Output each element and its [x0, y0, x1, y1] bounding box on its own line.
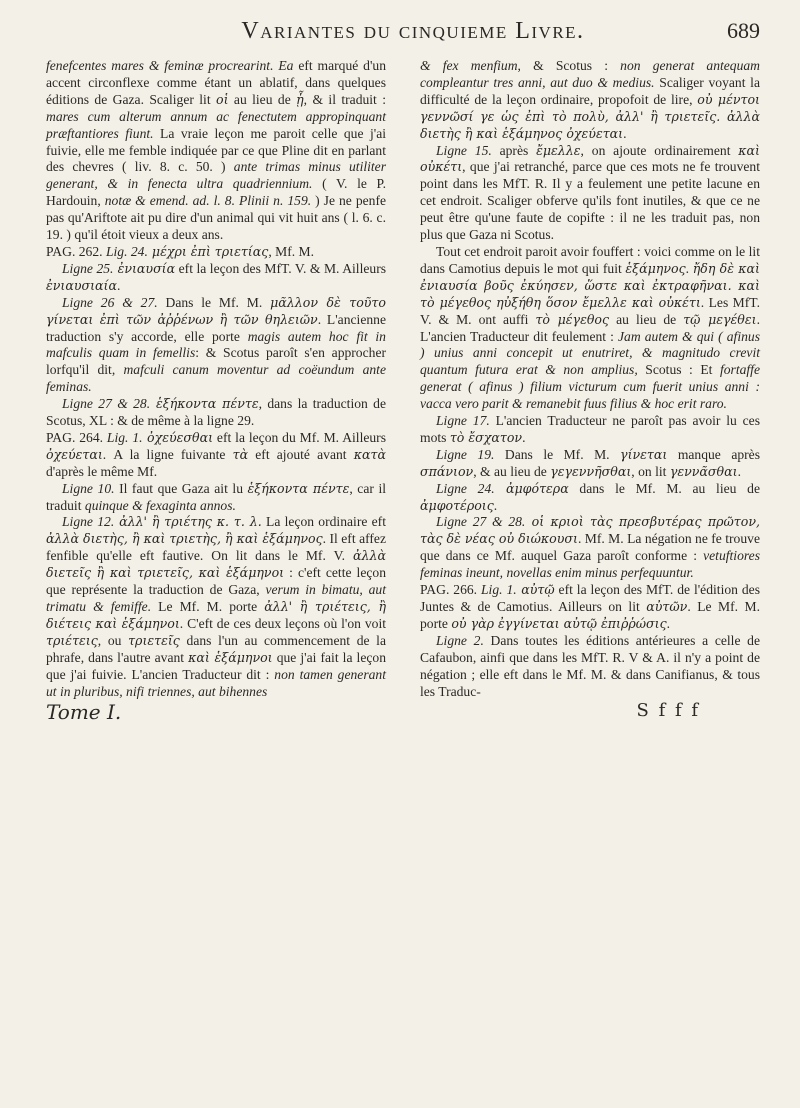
note-text: . Les MfT. V. & M. ont auffi	[420, 294, 760, 327]
note-text: La vraie leçon me paroit celle que j'ai fuivie, elle me femble indiquée par ce que Pline dit en parlant des chevres ( liv. 8. c. 50. )	[46, 125, 387, 175]
note-text: . C'eft de ces deux leçons où l'on voit	[179, 615, 386, 631]
italic-text: Ligne 19.	[436, 446, 495, 462]
italic-text: notæ & emend. ad. l. 8. Plinii n. 159.	[104, 193, 312, 209]
note-text: , on ajoute ordinairement	[580, 142, 739, 158]
note-text: après	[491, 142, 537, 158]
right-column	[420, 58, 760, 700]
note-text: que j'ai fait la leçon que j'ai fuivie. L'ancien Traducteur dit :	[46, 649, 386, 682]
italic-text: Ligne 15.	[436, 142, 492, 158]
page-number: 689	[727, 18, 760, 43]
italic-text: Ligne 26 & 27.	[62, 294, 158, 310]
greek-text: οὐ γὰρ ἐγγίνεται αὐτῷ ἐπιῤῥώσις	[451, 615, 667, 631]
note-text: , & il traduit :	[303, 91, 386, 107]
greek-text: τὸ μέγεθος	[535, 311, 610, 327]
note-text: . A la ligne fuivante	[102, 446, 233, 462]
greek-text: τὰ	[232, 446, 249, 462]
greek-text: μέχρι ἐπὶ τριετίας	[147, 243, 269, 259]
italic-text: magis autem hoc fit in mafculis quam in femellis	[46, 328, 386, 361]
greek-text: μᾶλλον δὲ τοῦτο γίνεται ἐπὶ τῶν ἀῤῥένων ἢ τῶν θηλειῶν	[46, 294, 386, 327]
note-text: , on lit	[631, 463, 670, 479]
italic-text: Lig. 1.	[481, 582, 517, 598]
greek-text: τὸ ἔσχατον	[449, 429, 523, 445]
note-text: eft la leçon des MfT. V. & M. Ailleurs	[175, 260, 387, 276]
italic-text: Lig. 24.	[105, 243, 148, 259]
note-text: : c'eft cette leçon que représente la traduction de Gaza,	[46, 565, 386, 598]
note-text: Dans le Mf. M.	[494, 446, 621, 462]
note-text: L'ancien Traducteur ne paroît pas avoir lu ces mots	[420, 413, 760, 445]
greek-text: αὐτῷ	[516, 582, 555, 598]
note-text: Scotus : Et	[637, 362, 720, 378]
note-paragraph	[46, 261, 386, 295]
italic-text: Ea	[278, 58, 294, 73]
note-text: . Mf. M. La négation ne fe trouve que dans ce Mf. auquel Gaza paroît conforme :	[420, 531, 760, 564]
greek-text: τῷ μεγέθει	[683, 311, 757, 327]
note-paragraph	[46, 514, 386, 700]
note-text: . L'ancienne traduction s'y accorde, elle porte	[46, 311, 386, 344]
note-text: , Mf. M.	[268, 243, 315, 259]
two-column-body	[46, 58, 760, 700]
note-text: Dans toutes les éditions antérieures a celle de Cafaubon, ainfi que dans les MfT. R. V & A. il n'y a point de négation ; elle eft dans le Mf. M. & dans Canifianus, & tous les Traduc-	[420, 632, 760, 699]
greek-text: κατὰ	[353, 446, 386, 462]
note-text: au lieu de	[228, 91, 297, 107]
note-text: . Il eft affez fenfible qu'elle eft fautive. On lit dans le Mf. V.	[46, 531, 386, 564]
note-text: .	[117, 277, 121, 293]
greek-text: σπάνιον	[420, 463, 474, 479]
volume-label: Tome I.	[46, 700, 122, 725]
italic-text: mafculi canum moventur ad coëundum ante feminas.	[46, 362, 386, 395]
italic-text: Ligne 25.	[62, 260, 114, 276]
italic-text: Ligne 2.	[436, 632, 484, 648]
note-text: .	[685, 260, 693, 276]
greek-text: ὀχεύεται	[46, 446, 103, 462]
greek-text: οἱ	[216, 91, 229, 107]
note-text: PAG. 262.	[46, 243, 106, 259]
note-text: eft ajouté avant	[248, 446, 354, 462]
italic-text: & fex menfium	[420, 58, 518, 73]
note-paragraph	[420, 447, 760, 481]
note-text: Tout cet endroit paroit avoir fouffert : voici comme on le lit dans Camotius depuis le mot qui fuit	[420, 243, 760, 276]
note-paragraph	[420, 58, 760, 143]
note-text: , & Scotus :	[517, 58, 621, 73]
note-text: au lieu de	[609, 311, 684, 327]
greek-text: ἑξήκοντα πέντε	[247, 480, 350, 496]
note-text: PAG. 266.	[420, 582, 481, 598]
note-text: Le Mf. M. porte	[151, 599, 265, 614]
note-text: Dans le Mf. M.	[157, 294, 271, 310]
note-text: .	[623, 125, 627, 141]
note-text: Il faut que Gaza ait lu	[114, 480, 248, 496]
note-paragraph	[420, 413, 760, 447]
note-paragraph	[420, 481, 760, 515]
greek-text: ἀλλὰ διετὴς, ἢ καὶ τριετὴς, ἢ καὶ ἑξάμηνος	[46, 531, 323, 547]
italic-text: quinque & fexaginta annos.	[84, 497, 236, 513]
italic-text: ante trimas minus utiliter generant, & in fenecta ultra quadriennium.	[46, 159, 386, 192]
italic-text: Ligne 17.	[436, 413, 490, 429]
note-paragraph	[420, 582, 760, 633]
note-text: , que j'ai retranché, parce que ces mots ne fe trouvent point dans les MfT. R. Il y a feulement une petite lacune en cet endroit. Scaliger obferve qu'ils font inutiles, & que ce ne peut être qu'une faute de copifte : il ne les traduit pas, non plus que Gaza ni Scotus.	[420, 159, 760, 243]
note-paragraph	[46, 430, 386, 481]
greek-text: ἤδη δὲ καὶ ἐνιαυσία βοῦς ἐκύησεν, ὥστε καὶ ἐκτραφῆναι. καὶ τὸ μέγεθος ηὐξήθη ὅσον ἔμελλε καὶ οὐκέτι	[420, 260, 760, 310]
greek-text: ὀχεύεσθαι	[142, 429, 214, 445]
greek-text: τριετεῖς	[128, 632, 180, 648]
running-title: Variantes du cinquieme Livre.	[241, 18, 585, 44]
note-text: La leçon ordinaire eft	[261, 514, 386, 530]
italic-text: Jam autem & qui ( afinus ) unius anni concepit ut enutriret, & magnitudo crevit quantum futura erat & non amplius,	[420, 328, 760, 378]
note-text: eft la leçon des MfT. de l'édition des Juntes & de Camotius. Ailleurs on lit	[420, 582, 760, 614]
note-text: , dans la traduction de Scotus, XL : & de même à la ligne 29.	[46, 396, 386, 429]
note-text: , & au lieu de	[473, 463, 551, 479]
note-text: eft la leçon du Mf. M. Ailleurs	[213, 429, 386, 445]
greek-text: ἐνιαυσιαία	[46, 277, 117, 293]
note-text: eft marqué d'un accent circonflexe comme étant un ablatif, dans quelques éditions de Gaza. Scaliger lit	[46, 58, 387, 107]
greek-text: ἀμφοτέροις	[420, 497, 494, 513]
note-paragraph	[46, 295, 386, 396]
greek-text: αὐτῶν	[646, 599, 688, 614]
note-text: .	[666, 615, 671, 631]
note-text: dans le Mf. M. au lieu de	[568, 480, 760, 496]
note-text: d'après le même Mf.	[46, 463, 158, 479]
italic-text: Lig. 1.	[106, 429, 143, 445]
note-text: dans l'un au commencement de la phrafe, dans l'autre avant	[46, 632, 386, 665]
italic-text: Ligne 10.	[62, 480, 115, 496]
note-text: , car il traduit	[46, 480, 386, 513]
greek-text: ἑξάμηνος	[625, 260, 686, 276]
note-paragraph	[46, 244, 386, 261]
note-paragraph	[46, 58, 386, 244]
note-text: .	[522, 429, 526, 445]
note-text: .	[737, 463, 741, 479]
italic-text: fenefcentes mares & feminæ procrearint.	[46, 58, 274, 73]
greek-text: ἀλλ' ἢ τριέτεις, ἢ διέτεις καὶ ἑξάμηνοι	[46, 599, 387, 631]
italic-text: verum in bimatu, aut trimatu & femiffe.	[46, 582, 386, 614]
note-paragraph	[420, 514, 760, 582]
note-paragraph	[420, 633, 760, 701]
note-text: Scaliger voyant la difficulté de la leçon ordinaire, propofoit de lire,	[420, 74, 760, 107]
greek-text: οὐ μέντοι γεννῶσί γε ὡς ἐπὶ τὸ πολὺ, ἀλλ' ἢ τριετεῖς. ἀλλὰ διετὴς ἢ καὶ ἑξάμηνος ὀχεύεται	[420, 91, 760, 141]
italic-text: Ligne 12.	[62, 514, 115, 530]
italic-text: Ligne 27 & 28.	[436, 514, 526, 530]
italic-text: non tamen generant ut in pluribus, nifi triennes, aut bihennes	[46, 666, 387, 699]
greek-text: γεγεννῆσθαι	[550, 463, 632, 479]
left-column	[46, 58, 386, 700]
greek-text: γίνεται	[620, 446, 668, 462]
italic-text: Ligne 24.	[436, 480, 495, 496]
note-text: ) Je ne penfe pas qu'Ariftote ait pu dire d'un animal qui vit huit ans ( l. 6. c. 19. ) qu'il étoit vieux a deux ans.	[46, 193, 387, 243]
greek-text: ἐνιαυσία	[113, 260, 176, 276]
italic-text: Ligne 27 & 28.	[62, 396, 151, 412]
signature-mark: S f f f	[636, 700, 700, 722]
greek-text: ἑξήκοντα πέντε	[150, 396, 259, 412]
note-paragraph	[46, 481, 386, 515]
greek-text: οἱ κριοὶ τὰς πρεσβυτέρας πρῶτον, τὰς δὲ νέας οὐ διώκουσι	[420, 514, 760, 547]
greek-text: ᾗ	[296, 91, 304, 107]
greek-text: ἀλλ' ἢ τριέτης κ. τ. λ.	[114, 514, 262, 530]
note-text: : & Scotus paroît s'en approcher lorfqu'il dit,	[46, 345, 386, 378]
italic-text: vetuftiores feminas ineunt, novellas enim minus perfequuntur.	[420, 548, 760, 581]
running-header	[46, 14, 760, 48]
note-paragraph	[46, 396, 386, 430]
note-paragraph	[420, 143, 760, 244]
page-footer	[46, 700, 760, 724]
note-text: ( V. le P. Hardouin,	[46, 176, 387, 209]
greek-text: καὶ οὐκέτι	[420, 142, 760, 175]
note-text: manque après	[667, 446, 760, 462]
note-text: , ou	[97, 632, 129, 648]
greek-text: γεννᾶσθαι	[669, 463, 738, 479]
greek-text: καὶ ἑξάμηνοι	[188, 649, 273, 665]
italic-text: non generat antequam compleantur tres anni, aut duo & medius.	[420, 58, 761, 90]
note-text: . L'ancien Traducteur dit feulement :	[420, 311, 760, 344]
note-text: . Le Mf. M. porte	[420, 599, 760, 631]
greek-text: ἀμφότερα	[494, 480, 569, 496]
greek-text: ἀλλὰ διετεῖς ἢ καὶ τριετεῖς, καὶ ἑξάμηνοι	[46, 548, 386, 581]
greek-text: τριέτεις	[46, 632, 98, 648]
italic-text: fortaffe generat ( afinus ) filium victurum cum fuerit unius anni : vacca vero parit & remanebit fuus filius & hoc erit raro.	[420, 362, 760, 412]
note-text: PAG. 264.	[46, 429, 107, 445]
note-paragraph	[420, 244, 760, 413]
italic-text: mares cum alterum annum ac fenectutem appropinquant præftantiores fiunt.	[46, 108, 386, 141]
greek-text: ἔμελλε	[536, 142, 581, 158]
note-text: .	[493, 497, 498, 513]
